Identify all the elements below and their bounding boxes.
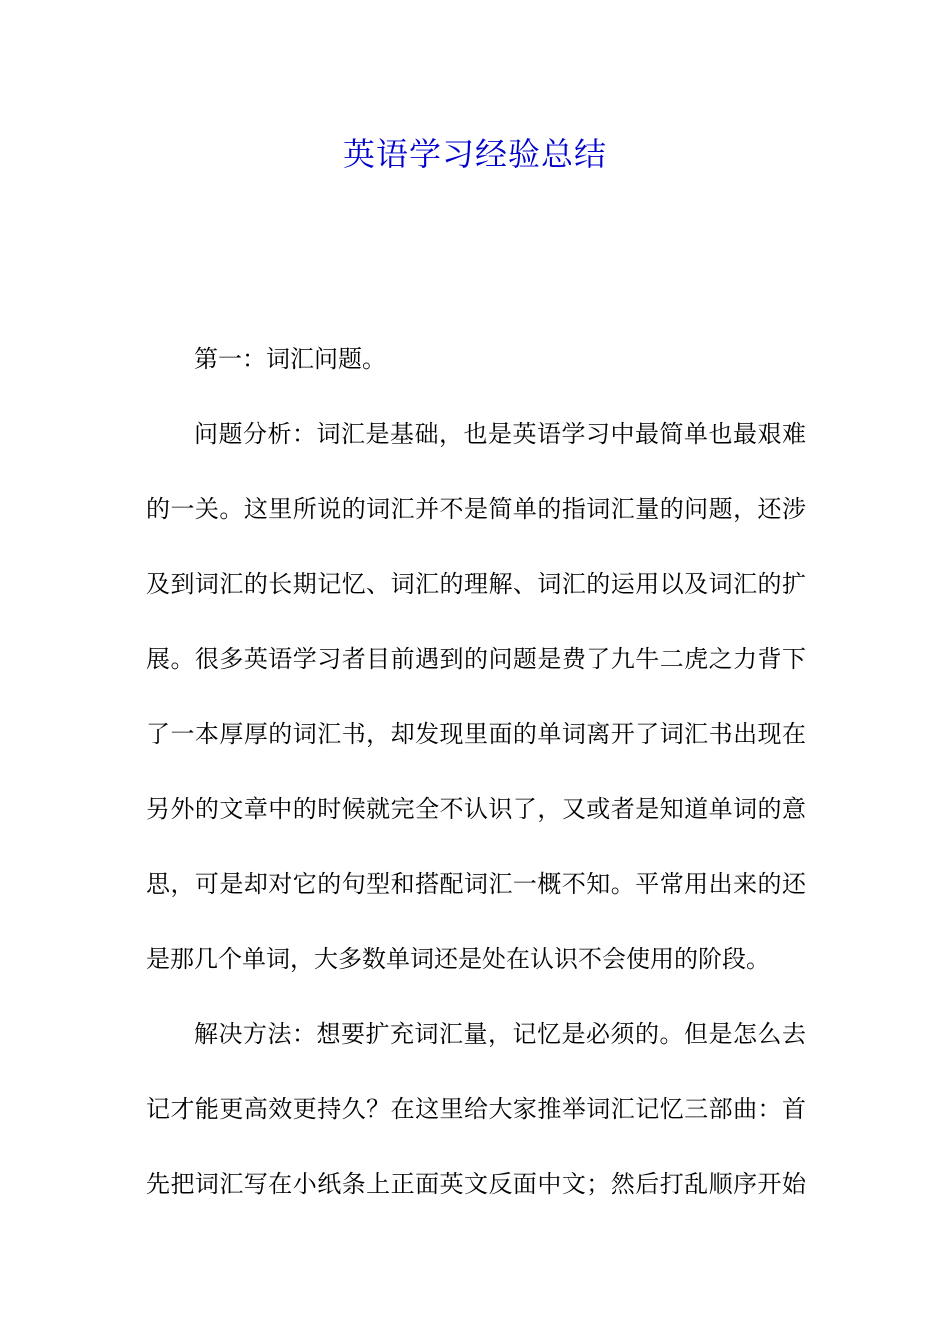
document-title: 英语学习经验总结 [342, 135, 607, 173]
paragraph-solution [146, 1013, 806, 1238]
text-line: 先把词汇写在小纸条上正面英文反面中文；然后打乱顺序开始 [146, 1170, 806, 1198]
text-line: 解决方法：想要扩充词汇量，记忆是必须的。但是怎么去 [194, 1020, 806, 1048]
text-line: 是那几个单词，大多数单词还是处在认识不会使用的阶段。 [146, 945, 770, 973]
text-line: 另外的文章中的时候就完全不认识了，又或者是知道单词的意 [146, 795, 806, 823]
text-line: 展。很多英语学习者目前遇到的问题是费了九牛二虎之力背下 [146, 645, 806, 673]
text-line: 思，可是却对它的句型和搭配词汇一概不知。平常用出来的还 [146, 870, 806, 898]
text-line: 问题分析：词汇是基础，也是英语学习中最简单也最艰难 [194, 420, 806, 448]
paragraph-heading-vocabulary [146, 338, 806, 413]
text-line: 的一关。这里所说的词汇并不是简单的指词汇量的问题，还涉 [146, 495, 806, 523]
paragraph-problem-analysis [146, 413, 806, 1013]
text-line: 了一本厚厚的词汇书，却发现里面的单词离开了词汇书出现在 [146, 720, 806, 748]
text-line: 第一：词汇问题。 [194, 345, 386, 373]
text-line: 记才能更高效更持久？在这里给大家推举词汇记忆三部曲：首 [146, 1095, 806, 1123]
text-line: 及到词汇的长期记忆、词汇的理解、词汇的运用以及词汇的扩 [146, 570, 806, 598]
document-body [146, 338, 806, 1238]
